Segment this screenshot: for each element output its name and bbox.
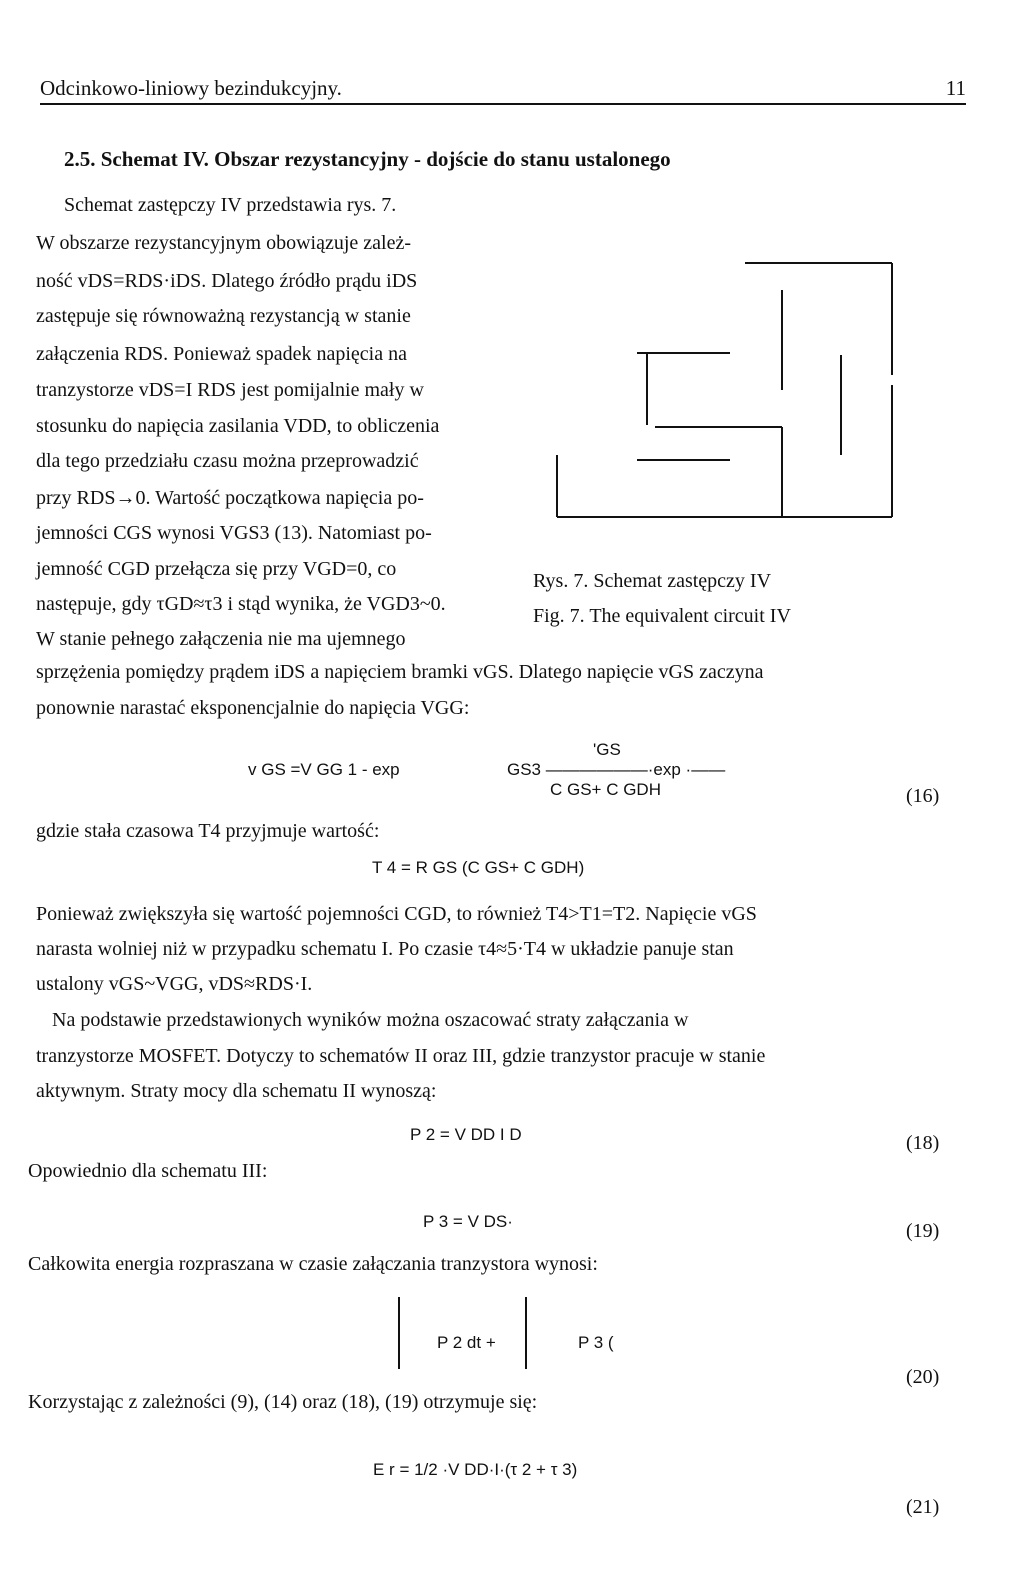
text-line: tranzystorze vDS=I RDS jest pomijalnie mały w: [36, 379, 424, 401]
equation-16-top: 'GS: [593, 740, 621, 759]
text-line: narasta wolniej niż w przypadku schematu I. Po czasie τ4≈5·T4 w układzie panuje stan: [36, 938, 734, 960]
text-line: aktywnym. Straty mocy dla schematu II wynoszą:: [36, 1080, 437, 1102]
integral-sign-1: [398, 1297, 400, 1369]
equation-20-part2: P 3 (: [578, 1333, 614, 1352]
equivalent-circuit-diagram: [555, 255, 905, 520]
text-line: przy RDS→0. Wartość początkowa napięcia po-: [36, 487, 424, 509]
figure-caption-en: Fig. 7. The equivalent circuit IV: [533, 605, 791, 627]
text-line: dla tego przedziału czasu można przeprowadzić: [36, 450, 419, 472]
equation-21-number: (21): [906, 1496, 940, 1518]
text-line: jemność CGD przełącza się przy VGD=0, co: [36, 558, 397, 580]
equation-16-number: (16): [906, 785, 940, 807]
equation-19: P 3 = V DS·: [423, 1212, 513, 1231]
text-line: następuje, gdy τGD≈τ3 i stąd wynika, że VGD3~0.: [36, 593, 446, 615]
equation-17: T 4 = R GS (C GS+ C GDH): [372, 858, 585, 877]
equation-19-number: (19): [906, 1220, 940, 1242]
header-title: Odcinkowo-liniowy bezindukcyjny.: [40, 76, 342, 100]
text-line: Opowiednio dla schematu III:: [28, 1160, 268, 1182]
figure-caption-pl: Rys. 7. Schemat zastępczy IV: [533, 570, 772, 592]
text-line: stosunku do napięcia zasilania VDD, to obliczenia: [36, 415, 440, 437]
text-line: ponownie narastać eksponencjalnie do napięcia VGG:: [36, 697, 470, 719]
text-line: gdzie stała czasowa T4 przyjmuje wartość:: [36, 820, 380, 842]
text-line: ustalony vGS~VGG, vDS≈RDS·I.: [36, 973, 313, 995]
equation-16-right: GS3 ——————·exp ·——: [507, 760, 726, 779]
text-line: Na podstawie przedstawionych wyników można oszacować straty załączania w: [52, 1009, 689, 1031]
text-line: załączenia RDS. Ponieważ spadek napięcia na: [36, 343, 407, 365]
running-header: [40, 76, 966, 105]
text-line: Całkowita energia rozpraszana w czasie załączania tranzystora wynosi:: [28, 1253, 598, 1275]
page-number: 11: [945, 76, 966, 100]
equation-18-number: (18): [906, 1132, 940, 1154]
text-line: sprzężenia pomiędzy prądem iDS a napięciem bramki vGS. Dlatego napięcie vGS zaczyna: [36, 661, 764, 683]
text-line: Ponieważ zwiększyła się wartość pojemności CGD, to również T4>T1=T2. Napięcie vGS: [36, 903, 757, 925]
text-line: jemności CGS wynosi VGS3 (13). Natomiast po-: [36, 522, 432, 544]
equation-21: E r = 1/2 ·V DD·I·(τ 2 + τ 3): [373, 1460, 578, 1479]
section-title: 2.5. Schemat IV. Obszar rezystancyjny - dojście do stanu ustalonego: [64, 147, 671, 171]
equation-20-number: (20): [906, 1366, 940, 1388]
equation-18: P 2 = V DD I D: [410, 1125, 522, 1144]
text-line: ność vDS=RDS·iDS. Dlatego źródło prądu iDS: [36, 270, 418, 292]
text-line: zastępuje się równoważną rezystancją w stanie: [36, 305, 411, 327]
equation-16-left: v GS =V GG 1 - exp: [248, 760, 400, 779]
text-line: W obszarze rezystancyjnym obowiązuje zależ-: [36, 232, 411, 254]
text-line: Schemat zastępczy IV przedstawia rys. 7.: [64, 194, 397, 216]
text-line: Korzystając z zależności (9), (14) oraz (18), (19) otrzymuje się:: [28, 1391, 538, 1413]
equation-16-denominator: C GS+ C GDH: [550, 780, 661, 799]
text-line: tranzystorze MOSFET. Dotyczy to schematów II oraz III, gdzie tranzystor pracuje w stanie: [36, 1045, 766, 1067]
text-line: W stanie pełnego załączenia nie ma ujemnego: [36, 628, 406, 650]
equation-20-part1: P 2 dt +: [437, 1333, 496, 1352]
integral-sign-2: [525, 1297, 527, 1369]
